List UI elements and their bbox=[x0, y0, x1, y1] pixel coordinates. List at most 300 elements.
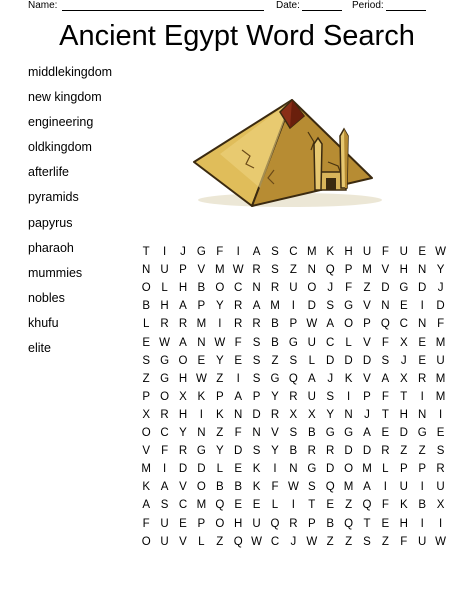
grid-letter[interactable]: N bbox=[234, 408, 243, 421]
grid-letter[interactable]: L bbox=[271, 499, 279, 512]
grid-letter[interactable]: T bbox=[308, 499, 316, 512]
grid-letter[interactable]: Z bbox=[400, 445, 408, 458]
grid-letter[interactable]: Z bbox=[381, 535, 389, 548]
grid-letter[interactable]: N bbox=[252, 282, 261, 295]
grid-letter[interactable]: I bbox=[291, 300, 295, 313]
grid-letter[interactable]: Q bbox=[288, 372, 298, 385]
grid-letter[interactable]: M bbox=[435, 336, 446, 349]
grid-letter[interactable]: F bbox=[234, 336, 242, 349]
grid-letter[interactable]: U bbox=[399, 481, 408, 494]
grid-letter[interactable]: I bbox=[438, 517, 443, 530]
grid-letter[interactable]: Q bbox=[344, 517, 354, 530]
word-list-item: middlekingdom bbox=[28, 65, 113, 79]
grid-letter[interactable]: S bbox=[271, 246, 279, 258]
grid-letter[interactable]: N bbox=[418, 318, 427, 331]
grid-letter[interactable]: D bbox=[178, 463, 188, 476]
grid-letter[interactable]: F bbox=[437, 318, 445, 331]
grid-letter[interactable]: R bbox=[178, 318, 188, 331]
grid-letter[interactable]: G bbox=[417, 427, 427, 439]
grid-letter[interactable]: G bbox=[288, 336, 298, 349]
grid-letter[interactable]: S bbox=[252, 445, 261, 458]
grid-letter[interactable]: V bbox=[363, 372, 371, 385]
grid-letter[interactable]: X bbox=[436, 499, 445, 512]
grid-letter[interactable]: G bbox=[325, 427, 335, 439]
grid-letter[interactable]: G bbox=[160, 354, 170, 367]
grid-letter[interactable]: R bbox=[160, 318, 169, 331]
grid-letter[interactable]: Y bbox=[215, 300, 224, 313]
grid-letter[interactable]: H bbox=[178, 372, 188, 385]
grid-letter[interactable]: X bbox=[307, 408, 316, 421]
grid-letter[interactable]: M bbox=[270, 300, 280, 313]
grid-letter[interactable]: P bbox=[197, 517, 206, 530]
grid-letter[interactable]: W bbox=[251, 535, 263, 548]
grid-letter[interactable]: R bbox=[270, 408, 280, 421]
grid-letter[interactable]: J bbox=[364, 408, 370, 421]
grid-letter[interactable]: O bbox=[141, 427, 151, 439]
grid-letter[interactable]: Z bbox=[271, 354, 279, 367]
grid-letter[interactable]: O bbox=[215, 517, 225, 530]
grid-letter[interactable]: R bbox=[252, 264, 261, 277]
grid-letter[interactable]: L bbox=[142, 318, 150, 331]
grid-letter[interactable]: E bbox=[436, 427, 445, 439]
grid-letter[interactable]: E bbox=[326, 499, 335, 512]
grid-letter[interactable]: M bbox=[362, 264, 372, 277]
grid-letter[interactable]: O bbox=[141, 535, 151, 548]
grid-letter[interactable]: D bbox=[362, 354, 372, 367]
grid-letter[interactable]: D bbox=[197, 463, 206, 476]
grid-letter[interactable]: T bbox=[400, 390, 408, 403]
grid-letter[interactable]: E bbox=[252, 499, 261, 512]
grid-letter[interactable]: F bbox=[271, 481, 279, 494]
grid-letter[interactable]: F bbox=[381, 336, 389, 349]
grid-letter[interactable]: L bbox=[308, 354, 315, 367]
grid-letter[interactable]: S bbox=[142, 354, 151, 367]
grid-letter[interactable]: J bbox=[327, 282, 334, 295]
grid-letter[interactable]: R bbox=[178, 445, 188, 458]
grid-letter[interactable]: X bbox=[289, 408, 298, 421]
grid-letter[interactable]: S bbox=[271, 264, 279, 277]
grid-letter[interactable]: E bbox=[197, 354, 206, 367]
grid-letter[interactable]: R bbox=[307, 445, 316, 458]
grid-letter[interactable]: N bbox=[307, 264, 316, 277]
grid-letter[interactable]: U bbox=[436, 481, 445, 494]
grid-letter[interactable]: C bbox=[326, 336, 335, 349]
grid-letter[interactable]: P bbox=[289, 318, 298, 331]
grid-letter[interactable]: V bbox=[381, 264, 390, 277]
grid-letter[interactable]: P bbox=[252, 390, 261, 403]
grid-letter[interactable]: E bbox=[381, 427, 390, 439]
grid-letter[interactable]: Z bbox=[289, 264, 297, 277]
grid-letter[interactable]: N bbox=[197, 427, 206, 439]
grid-letter[interactable]: D bbox=[362, 445, 372, 458]
grid-letter[interactable]: H bbox=[160, 300, 169, 313]
grid-letter[interactable]: K bbox=[197, 390, 206, 403]
grid-letter[interactable]: W bbox=[159, 336, 171, 349]
grid-letter[interactable]: U bbox=[160, 535, 169, 548]
grid-letter[interactable]: W bbox=[214, 336, 226, 349]
grid-letter[interactable]: I bbox=[236, 372, 240, 385]
grid-letter[interactable]: Z bbox=[216, 535, 224, 548]
grid-letter[interactable]: O bbox=[196, 481, 206, 494]
grid-letter[interactable]: R bbox=[418, 372, 427, 385]
grid-letter[interactable]: R bbox=[289, 517, 298, 530]
grid-letter[interactable]: O bbox=[344, 318, 354, 331]
grid-letter[interactable]: B bbox=[289, 445, 298, 458]
grid-letter[interactable]: D bbox=[436, 300, 445, 313]
grid-letter[interactable]: J bbox=[437, 282, 444, 295]
grid-letter[interactable]: J bbox=[180, 246, 186, 258]
grid-letter[interactable]: V bbox=[142, 445, 151, 458]
grid-letter[interactable]: E bbox=[418, 354, 427, 367]
grid-letter[interactable]: R bbox=[234, 318, 243, 331]
grid-letter[interactable]: P bbox=[307, 517, 316, 530]
grid-letter[interactable]: U bbox=[160, 264, 169, 277]
grid-letter[interactable]: S bbox=[289, 427, 298, 439]
grid-letter[interactable]: Z bbox=[345, 499, 353, 512]
grid-letter[interactable]: V bbox=[179, 481, 187, 494]
grid-letter[interactable]: D bbox=[344, 445, 353, 458]
grid-letter[interactable]: M bbox=[362, 463, 372, 476]
grid-letter[interactable]: G bbox=[196, 246, 206, 258]
grid-letter[interactable]: A bbox=[252, 246, 261, 258]
grid-letter[interactable]: L bbox=[216, 463, 223, 476]
grid-letter[interactable]: N bbox=[344, 408, 353, 421]
grid-letter[interactable]: W bbox=[435, 246, 447, 258]
grid-letter[interactable]: A bbox=[326, 318, 335, 331]
grid-letter[interactable]: I bbox=[218, 318, 222, 331]
grid-letter[interactable]: R bbox=[252, 318, 261, 331]
grid-letter[interactable]: E bbox=[418, 336, 427, 349]
grid-letter[interactable]: C bbox=[289, 246, 298, 258]
grid-letter[interactable]: P bbox=[179, 264, 187, 277]
grid-letter[interactable]: Z bbox=[142, 372, 150, 385]
grid-letter[interactable]: W bbox=[435, 535, 447, 548]
period-blank-line[interactable] bbox=[386, 10, 426, 11]
grid-letter[interactable]: L bbox=[161, 282, 168, 295]
grid-letter[interactable]: U bbox=[252, 517, 261, 530]
grid-letter[interactable]: I bbox=[420, 517, 424, 530]
grid-letter[interactable]: Z bbox=[326, 535, 334, 548]
grid-letter[interactable]: N bbox=[142, 264, 151, 277]
grid-letter[interactable]: W bbox=[232, 264, 244, 277]
grid-letter[interactable]: B bbox=[215, 481, 224, 494]
grid-letter[interactable]: H bbox=[399, 264, 408, 277]
grid-letter[interactable]: G bbox=[160, 372, 170, 385]
grid-letter[interactable]: I bbox=[346, 390, 351, 403]
grid-letter[interactable]: F bbox=[400, 535, 408, 548]
grid-letter[interactable]: D bbox=[344, 354, 353, 367]
grid-letter[interactable]: D bbox=[326, 354, 335, 367]
grid-letter[interactable]: G bbox=[307, 463, 317, 476]
grid-letter[interactable]: R bbox=[289, 390, 298, 403]
grid-letter[interactable]: A bbox=[252, 300, 261, 313]
grid-letter[interactable]: Q bbox=[325, 264, 335, 277]
grid-letter[interactable]: F bbox=[142, 517, 150, 530]
grid-letter[interactable]: E bbox=[234, 463, 243, 476]
grid-letter[interactable]: Y bbox=[436, 264, 445, 277]
header-row bbox=[0, 0, 474, 14]
grid-letter[interactable]: A bbox=[363, 427, 371, 439]
grid-letter[interactable]: P bbox=[399, 463, 408, 476]
grid-letter[interactable]: B bbox=[234, 481, 243, 494]
grid-letter[interactable]: B bbox=[326, 517, 335, 530]
grid-letter[interactable]: I bbox=[162, 246, 167, 258]
grid-letter[interactable]: I bbox=[420, 300, 424, 313]
grid-letter[interactable]: R bbox=[270, 282, 280, 295]
grid-letter[interactable]: S bbox=[252, 336, 261, 349]
grid-letter[interactable]: D bbox=[326, 463, 335, 476]
grid-letter[interactable]: Y bbox=[271, 445, 279, 458]
grid-letter[interactable]: C bbox=[178, 499, 188, 512]
grid-letter[interactable]: G bbox=[344, 427, 354, 439]
grid-letter[interactable]: N bbox=[197, 336, 206, 349]
grid-letter[interactable]: V bbox=[363, 336, 371, 349]
grid-letter[interactable]: I bbox=[383, 481, 387, 494]
word-list-item: khufu bbox=[28, 315, 59, 330]
grid-letter[interactable]: E bbox=[234, 354, 243, 367]
grid-letter[interactable]: G bbox=[196, 445, 206, 458]
grid-letter[interactable]: V bbox=[363, 300, 371, 313]
grid-letter[interactable]: X bbox=[142, 408, 151, 421]
grid-letter[interactable]: U bbox=[436, 354, 445, 367]
grid-letter[interactable]: Z bbox=[216, 427, 224, 439]
grid-letter[interactable]: S bbox=[326, 390, 335, 403]
grid-letter[interactable]: E bbox=[381, 517, 390, 530]
name-label: Name: bbox=[28, 0, 58, 11]
grid-letter[interactable]: C bbox=[399, 318, 408, 331]
grid-letter[interactable]: L bbox=[382, 463, 389, 476]
grid-letter[interactable]: K bbox=[252, 481, 261, 494]
grid-letter[interactable]: S bbox=[381, 354, 390, 367]
grid-letter[interactable]: O bbox=[160, 390, 170, 403]
grid-letter[interactable]: C bbox=[270, 535, 280, 548]
grid-letter[interactable]: G bbox=[399, 282, 409, 295]
grid-letter[interactable]: S bbox=[252, 372, 261, 385]
grid-letter[interactable]: E bbox=[142, 336, 151, 349]
grid-letter[interactable]: A bbox=[142, 499, 151, 512]
grid-letter[interactable]: A bbox=[160, 481, 169, 494]
name-blank-line[interactable] bbox=[62, 10, 264, 11]
grid-letter[interactable]: B bbox=[307, 427, 316, 439]
grid-letter[interactable]: R bbox=[381, 445, 390, 458]
grid-letter[interactable]: B bbox=[418, 499, 427, 512]
grid-letter[interactable]: Y bbox=[215, 354, 224, 367]
grid-letter[interactable]: O bbox=[344, 463, 354, 476]
grid-letter[interactable]: J bbox=[290, 535, 297, 548]
grid-letter[interactable]: J bbox=[400, 354, 407, 367]
grid-letter[interactable]: V bbox=[271, 427, 279, 439]
grid-letter[interactable]: N bbox=[381, 300, 390, 313]
grid-letter[interactable]: S bbox=[307, 481, 316, 494]
grid-letter[interactable]: U bbox=[289, 282, 298, 295]
grid-letter[interactable]: I bbox=[273, 463, 277, 476]
grid-letter[interactable]: A bbox=[307, 372, 316, 385]
grid-letter[interactable]: N bbox=[289, 463, 298, 476]
grid-letter[interactable]: U bbox=[399, 246, 408, 258]
grid-letter[interactable]: H bbox=[399, 408, 408, 421]
grid-letter[interactable]: M bbox=[343, 481, 354, 494]
grid-letter[interactable]: F bbox=[381, 499, 389, 512]
grid-letter[interactable]: T bbox=[363, 517, 371, 530]
period-label: Period: bbox=[352, 0, 384, 11]
grid-letter[interactable]: E bbox=[399, 300, 408, 313]
grid-letter[interactable]: W bbox=[195, 372, 207, 385]
grid-letter[interactable]: N bbox=[418, 264, 427, 277]
grid-letter[interactable]: Q bbox=[270, 517, 280, 530]
grid-letter[interactable]: B bbox=[271, 336, 279, 349]
grid-letter[interactable]: X bbox=[399, 372, 408, 385]
grid-letter[interactable]: N bbox=[418, 408, 427, 421]
grid-letter[interactable]: X bbox=[179, 390, 187, 403]
grid-letter[interactable]: Y bbox=[271, 390, 279, 403]
grid-letter[interactable]: O bbox=[215, 282, 225, 295]
grid-letter[interactable]: S bbox=[363, 535, 371, 548]
grid-letter[interactable]: E bbox=[234, 499, 243, 512]
grid-letter[interactable]: E bbox=[179, 517, 187, 530]
grid-letter[interactable]: N bbox=[252, 427, 261, 439]
grid-letter[interactable]: L bbox=[198, 535, 205, 548]
grid-letter[interactable]: O bbox=[178, 354, 188, 367]
grid-letter[interactable]: F bbox=[216, 246, 224, 258]
grid-letter[interactable]: Z bbox=[216, 372, 224, 385]
grid-letter[interactable]: F bbox=[161, 445, 169, 458]
grid-letter[interactable]: I bbox=[162, 463, 167, 476]
grid-letter[interactable]: I bbox=[291, 499, 295, 512]
grid-letter[interactable]: P bbox=[418, 463, 427, 476]
grid-letter[interactable]: Q bbox=[380, 318, 390, 331]
grid-letter[interactable]: O bbox=[141, 282, 151, 295]
grid-letter[interactable]: S bbox=[436, 445, 445, 458]
grid-letter[interactable]: M bbox=[435, 390, 446, 403]
grid-letter[interactable]: F bbox=[234, 427, 242, 439]
word-list-item: pharaoh bbox=[28, 240, 74, 255]
word-list-item: papyrus bbox=[28, 215, 73, 230]
grid-letter[interactable]: R bbox=[326, 445, 335, 458]
grid-letter[interactable]: U bbox=[418, 535, 427, 548]
grid-letter[interactable]: W bbox=[287, 481, 299, 494]
grid-letter[interactable]: I bbox=[199, 408, 203, 421]
grid-letter[interactable]: D bbox=[418, 282, 427, 295]
grid-letter[interactable]: A bbox=[363, 481, 371, 494]
grid-letter[interactable]: P bbox=[215, 390, 224, 403]
grid-letter[interactable]: D bbox=[307, 300, 316, 313]
grid-letter[interactable]: Z bbox=[363, 282, 371, 295]
grid-letter[interactable]: H bbox=[399, 517, 408, 530]
grid-letter[interactable]: D bbox=[381, 282, 390, 295]
grid-letter[interactable]: Y bbox=[179, 427, 187, 439]
grid-letter[interactable]: R bbox=[234, 300, 243, 313]
grid-letter[interactable]: S bbox=[326, 300, 335, 313]
grid-letter[interactable]: T bbox=[381, 408, 389, 421]
grid-letter[interactable]: P bbox=[142, 390, 151, 403]
grid-letter[interactable]: D bbox=[399, 427, 408, 439]
grid-letter[interactable]: F bbox=[345, 282, 353, 295]
grid-letter[interactable]: Q bbox=[325, 481, 335, 494]
grid-letter[interactable]: C bbox=[160, 427, 169, 439]
grid-letter[interactable]: B bbox=[142, 300, 151, 313]
grid-letter[interactable]: O bbox=[307, 282, 317, 295]
grid-letter[interactable]: K bbox=[252, 463, 261, 476]
grid-letter[interactable]: I bbox=[236, 246, 240, 258]
grid-letter[interactable]: W bbox=[306, 535, 318, 548]
grid-letter[interactable]: G bbox=[270, 372, 280, 385]
grid-letter[interactable]: I bbox=[438, 408, 443, 421]
grid-letter[interactable]: P bbox=[344, 264, 353, 277]
grid-letter[interactable]: R bbox=[160, 408, 169, 421]
grid-letter[interactable]: D bbox=[234, 445, 243, 458]
grid-letter[interactable]: B bbox=[271, 318, 279, 331]
word-list-item: nobles bbox=[28, 290, 65, 305]
grid-letter[interactable]: S bbox=[289, 354, 298, 367]
grid-letter[interactable]: A bbox=[234, 390, 243, 403]
grid-letter[interactable]: H bbox=[234, 517, 243, 530]
grid-letter[interactable]: M bbox=[196, 318, 207, 331]
grid-letter[interactable]: Y bbox=[215, 445, 224, 458]
grid-letter[interactable]: H bbox=[178, 282, 188, 295]
grid-letter[interactable]: A bbox=[179, 336, 187, 349]
grid-letter[interactable]: Q bbox=[233, 535, 243, 548]
grid-letter[interactable]: A bbox=[179, 300, 187, 313]
grid-letter[interactable]: U bbox=[307, 390, 316, 403]
grid-letter[interactable]: I bbox=[420, 481, 424, 494]
grid-letter[interactable]: D bbox=[252, 408, 261, 421]
grid-letter[interactable]: G bbox=[344, 300, 354, 313]
grid-letter[interactable]: Z bbox=[345, 535, 353, 548]
grid-letter[interactable]: R bbox=[436, 463, 445, 476]
grid-letter[interactable]: H bbox=[178, 408, 188, 421]
grid-letter[interactable]: S bbox=[160, 499, 169, 512]
grid-letter[interactable]: I bbox=[420, 390, 424, 403]
grid-letter[interactable]: Q bbox=[215, 499, 225, 512]
grid-letter[interactable]: A bbox=[381, 372, 390, 385]
grid-letter[interactable]: E bbox=[418, 246, 427, 258]
grid-letter[interactable]: V bbox=[179, 535, 187, 548]
grid-letter[interactable]: K bbox=[142, 481, 151, 494]
grid-letter[interactable]: C bbox=[234, 282, 243, 295]
grid-letter[interactable]: K bbox=[326, 246, 335, 258]
grid-letter[interactable]: M bbox=[214, 264, 225, 277]
grid-letter[interactable]: B bbox=[197, 282, 206, 295]
grid-letter[interactable]: M bbox=[435, 372, 446, 385]
grid-letter[interactable]: M bbox=[196, 499, 207, 512]
grid-letter[interactable]: K bbox=[399, 499, 408, 512]
grid-letter[interactable]: Y bbox=[326, 408, 335, 421]
grid-letter[interactable]: X bbox=[399, 336, 408, 349]
grid-letter[interactable]: J bbox=[327, 372, 334, 385]
grid-letter[interactable]: K bbox=[344, 372, 353, 385]
grid-letter[interactable]: U bbox=[307, 336, 316, 349]
grid-letter[interactable]: Q bbox=[362, 499, 372, 512]
grid-letter[interactable]: V bbox=[197, 264, 206, 277]
grid-letter[interactable]: P bbox=[363, 390, 371, 403]
grid-letter[interactable]: W bbox=[306, 318, 318, 331]
grid-letter[interactable]: M bbox=[141, 463, 151, 476]
grid-letter[interactable]: P bbox=[363, 318, 371, 331]
grid-letter[interactable]: T bbox=[142, 246, 150, 258]
grid-letter[interactable]: H bbox=[344, 246, 353, 258]
grid-letter[interactable]: S bbox=[252, 354, 261, 367]
grid-letter[interactable]: F bbox=[381, 246, 389, 258]
grid-letter[interactable]: K bbox=[215, 408, 224, 421]
grid-letter[interactable]: Z bbox=[418, 445, 426, 458]
grid-letter[interactable]: F bbox=[381, 390, 389, 403]
grid-letter[interactable]: U bbox=[160, 517, 169, 530]
date-blank-line[interactable] bbox=[302, 10, 342, 11]
grid-letter[interactable]: U bbox=[362, 246, 372, 258]
grid-letter[interactable]: P bbox=[197, 300, 206, 313]
grid-letter[interactable]: M bbox=[306, 246, 317, 258]
grid-letter[interactable]: L bbox=[345, 336, 352, 349]
